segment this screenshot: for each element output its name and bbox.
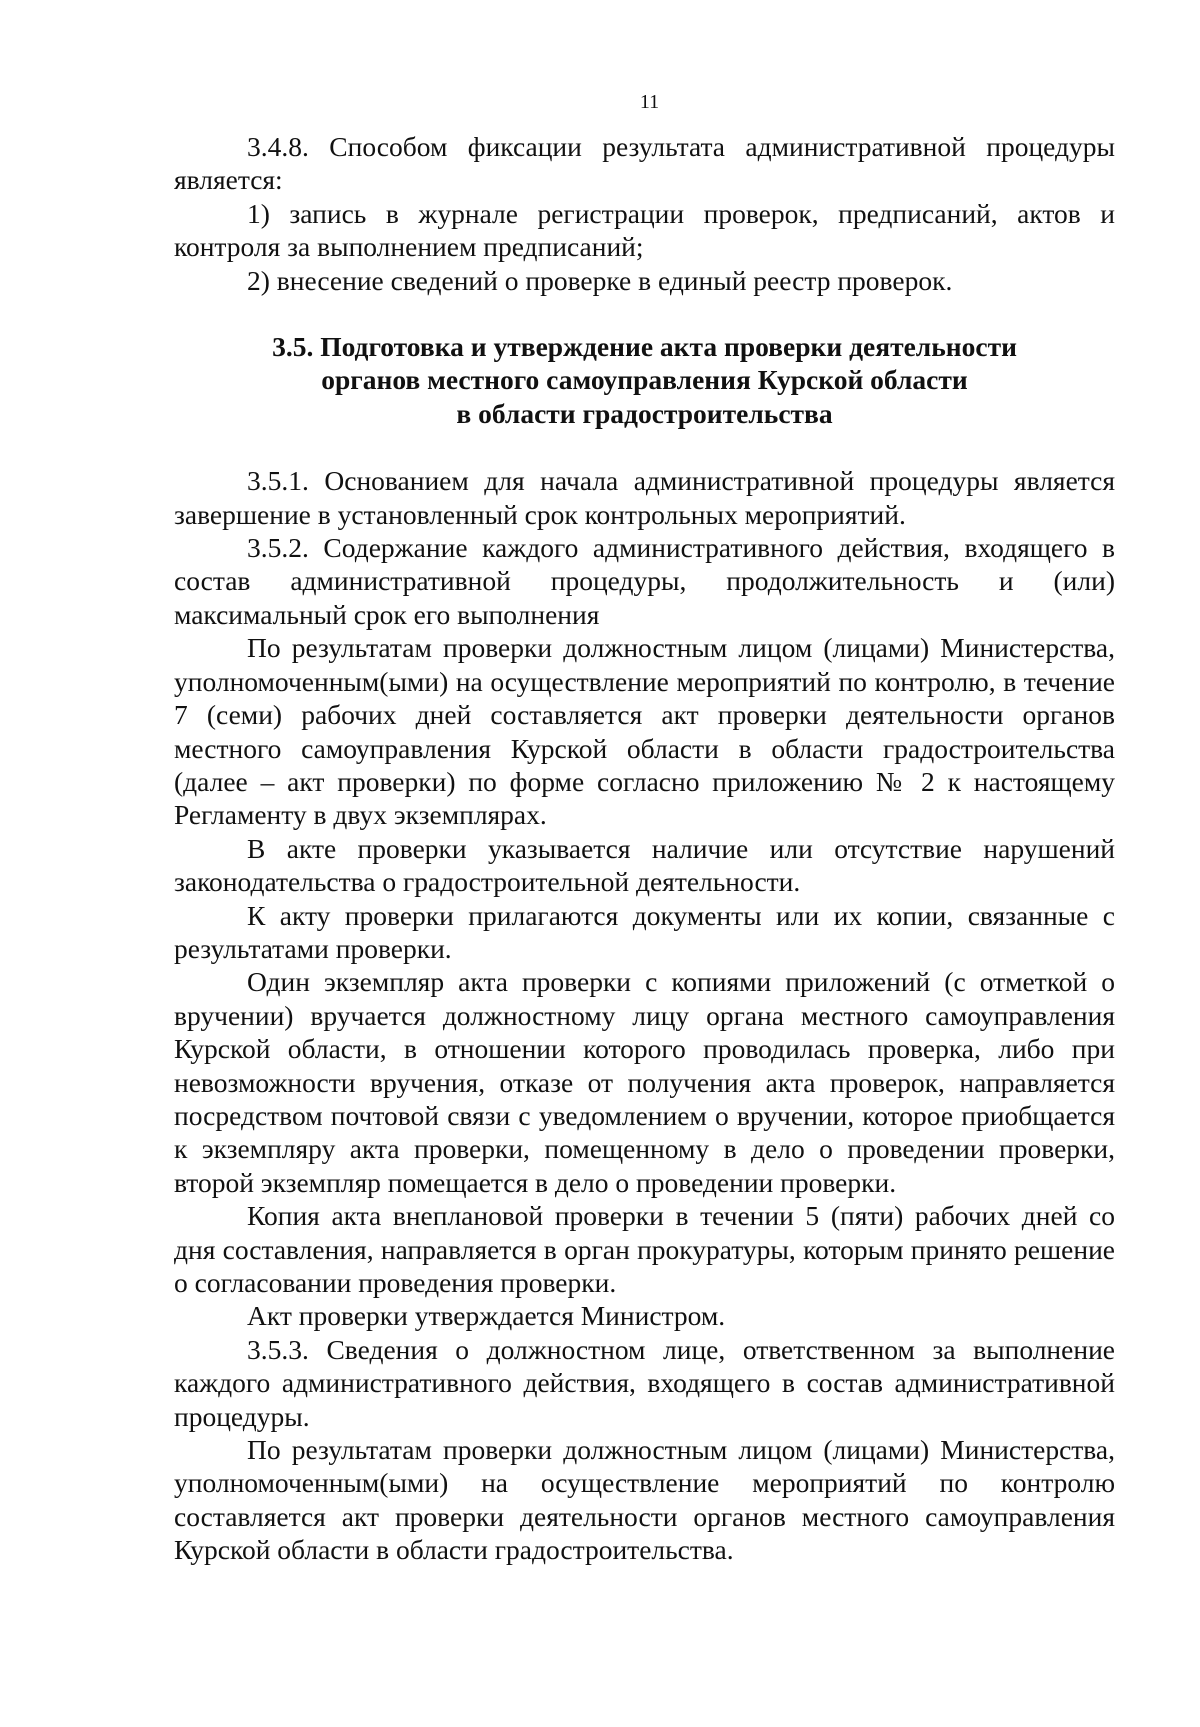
list-item-1: 1) запись в журнале регистрации проверок, предписаний, актов и контроля за выполнением предписаний; xyxy=(174,197,1115,263)
paragraph-3-4-8: 3.4.8. Способом фиксации результата административной процедуры является: xyxy=(174,131,1115,196)
page-number: 11 xyxy=(639,91,660,113)
paragraph-violations: В акте проверки указывается наличие или отсутствие нарушений законодательства о градостроительной деятельности. xyxy=(174,832,1115,898)
section-heading-3-5 xyxy=(174,330,1115,430)
section-heading-line-3: в области градостроительства xyxy=(456,397,833,429)
paragraph-approval: Акт проверки утверждается Министром. xyxy=(247,1300,726,1332)
list-item-2: 2) внесение сведений о проверке в единый реестр проверок. xyxy=(247,264,953,296)
paragraph-3-5-1: 3.5.1. Основанием для начала административной процедуры является завершение в установленный срок контрольных мероприятий. xyxy=(174,465,1115,530)
paragraph-3-5-2: 3.5.2. Содержание каждого административного действия, входящего в состав административной процедуры, продолжительность и (или) максимальный срок его выполнения xyxy=(174,532,1115,630)
section-heading-line-1: 3.5. Подготовка и утверждение акта проверки деятельности xyxy=(272,331,1017,363)
section-heading-line-2: органов местного самоуправления Курской области xyxy=(321,364,968,396)
paragraph-3-5-3: 3.5.3. Сведения о должностном лице, ответственном за выполнение каждого административного действия, входящего в состав административной процедуры. xyxy=(174,1333,1115,1432)
paragraph-results: По результатам проверки должностным лицом (лицами) Министерства, уполномоченным(ыми) на осуществление мероприятий по контролю, в течение 7 (семи) рабочих дней составляется акт проверки деятельности органов местного самоуправления Курской области в области градостроительства (далее – акт проверки) по форме согласно приложению № 2 к настоящему Регламенту в двух экземплярах. xyxy=(174,632,1115,831)
paragraph-attachments: К акту проверки прилагаются документы или их копии, связанные с результатами проверки. xyxy=(174,899,1115,964)
paragraph-responsible: По результатам проверки должностным лицом (лицами) Министерства, уполномоченным(ыми) на осуществление мероприятий по контролю составляется акт проверки деятельности органов местного самоуправления Курской области в области градостроительства. xyxy=(174,1434,1115,1566)
paragraph-copy-delivery: Один экземпляр акта проверки с копиями приложений (с отметкой о вручении) вручается должностному лицу органа местного самоуправления Курской области, в отношении которого проводилась проверка, либо при невозможности вручения, отказе от получения акта проверок, направляется посредством почтовой связи с уведомлением о вручении, которое приобщается к экземпляру акта проверки, помещенному в дело о проведении проверки, второй экземпляр помещается в дело о проведении проверки. xyxy=(174,966,1115,1198)
paragraph-prosecutor-copy: Копия акта внеплановой проверки в течении 5 (пяти) рабочих дней со дня составления, направляется в орган прокуратуры, которым принято решение о согласовании проведения проверки. xyxy=(174,1200,1115,1298)
